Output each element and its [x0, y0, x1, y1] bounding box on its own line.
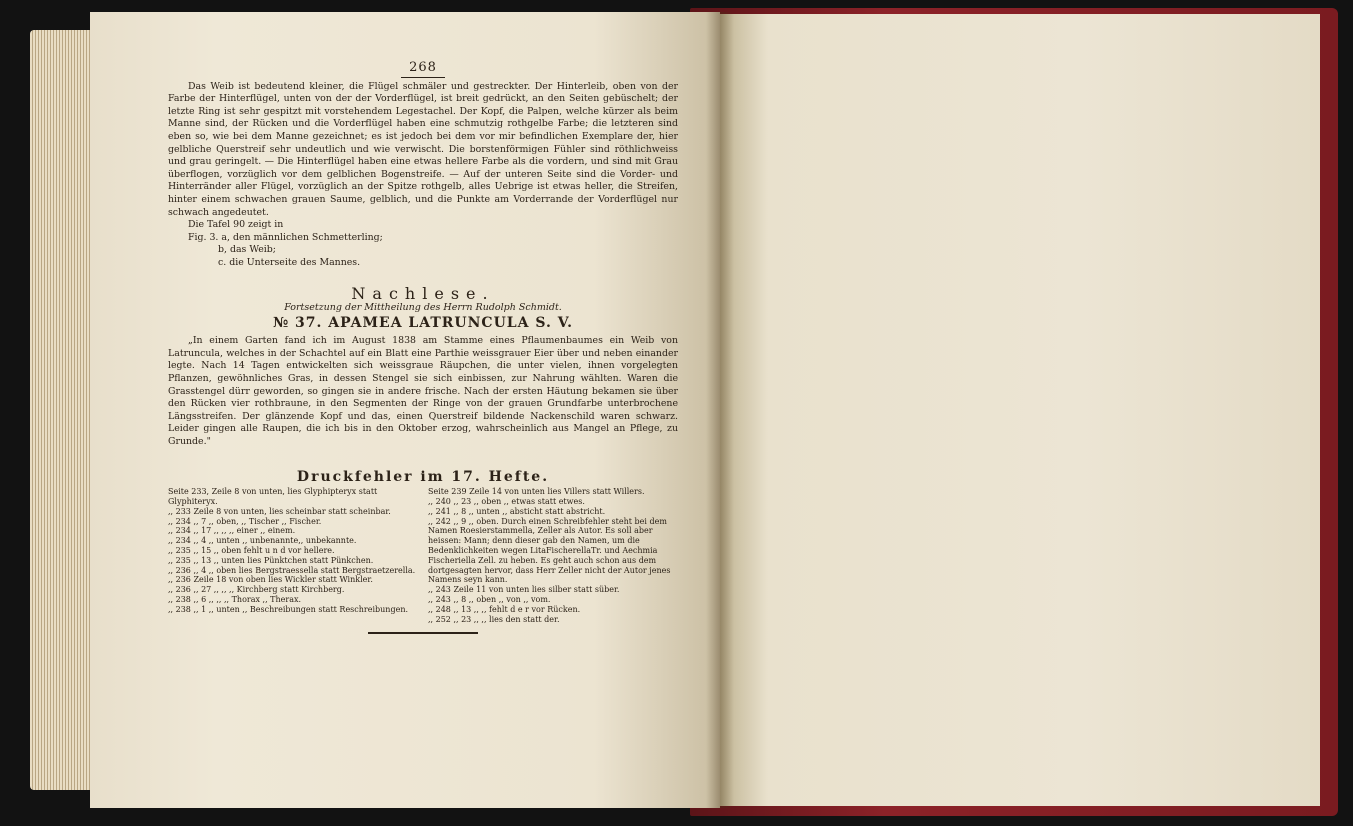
errata-entry: ,, 242 ,, 9 ,, oben. Durch einen Schreibfehler steht bei dem Namen Roesierstammella, Zeller als Autor. Es soll aber heissen: Mann; denn dieser gab den Namen, um die Bedenklichkeiten wegen LitaFischerellaTr. und Aechmia Fischeriella Zell. zu heben. Es geht auch schon aus dem dortgesagten hervor, dass Herr Zeller nicht der Autor jenes Namens seyn kann.: [428, 516, 671, 585]
right-page-blank: [720, 14, 1320, 806]
errata-entry: ,, 236 Zeile 18 von oben lies Wickler statt Winkler.: [168, 575, 373, 585]
errata-table: [168, 487, 678, 624]
errata-entry: ,, 248 ,, 13 ,, ,, fehlt d e r vor Rücken.: [428, 604, 581, 614]
fig-line-a: Fig. 3. a, den männlichen Schmetterling;: [188, 231, 383, 243]
errata-entry: ,, 243 Zeile 11 von unten lies silber statt süber.: [428, 585, 620, 595]
nachlese-subheading: Fortsetzung der Mittheilung des Herrn Rudolph Schmidt.: [284, 302, 562, 314]
errata-left-column: [168, 487, 418, 624]
errata-entry: ,, 235 ,, 13 ,, unten lies Pünktchen statt Pünkchen.: [168, 555, 374, 565]
book-gutter: [706, 12, 734, 808]
errata-entry: ,, 243 ,, 8 ,, oben ,, von ,, vom.: [428, 594, 551, 604]
errata-entry: ,, 233 Zeile 8 von unten, lies scheinbar statt scheinbar.: [168, 506, 391, 516]
errata-entry: ,, 238 ,, 1 ,, unten ,, Beschreibungen statt Reschreibungen.: [168, 604, 409, 614]
closing-rule: [368, 632, 478, 634]
errata-entry: ,, 234 ,, 7 ,, oben, ,, Tischer ,, Fischer.: [168, 516, 322, 526]
intro-paragraph: Das Weib ist bedeutend kleiner, die Flügel schmäler und gestreckter. Der Hinterleib, oben von der Farbe der Hinterflügel, unten von der der Vorderflügel, ist breit gedrückt, an den Seiten gebüschelt; der letzte Ring ist sehr gespitzt mit vorstehendem Legestachel. Der Kopf, die Palpen, welche kürzer als beim Manne sind, der Rücken und die Vorderflügel haben eine schmutzig rothgelbe Farbe; die letzteren sind eben so, wie bei dem Manne gezeichnet; es ist jedoch bei dem vor mir befindlichen Exemplare der, hier gelbliche Querstreif sehr undeutlich und wie verwischt. Die borstenförmigen Fühler sind röthlichweiss und grau geringelt. — Die Hinterflügel haben eine etwas hellere Farbe als die vordern, und sind mit Grau überflogen, vorzüglich vor dem gelblichen Bogenstreife. — Auf der unteren Seite sind die Vorder- und Hinterränder aller Flügel, vorzüglich an der Spitze rothgelb, alles Uebrige ist etwas heller, die Streifen, hinter einem schwachen grauen Saume, gelblich, und die Punkte am Vorderrande der Vorderflügel nur schwach angedeutet.: [168, 80, 678, 218]
errata-entry: ,, 252 ,, 23 ,, ,, lies den statt der.: [428, 614, 560, 624]
page-number: 268: [168, 62, 678, 75]
fig-line-b: b, das Weib;: [218, 244, 276, 256]
errata-entry: ,, 234 ,, 4 ,, unten ,, unbenannte,, unbekannte.: [168, 536, 357, 546]
errata-heading: Druckfehler im 17. Hefte.: [296, 468, 550, 485]
errata-entry: ,, 240 ,, 23 ,, oben ,, etwas statt etwes.: [428, 497, 585, 507]
errata-entry: Seite 239 Zeile 14 von unten lies Villers statt Willers.: [428, 487, 645, 497]
nachlese-heading: Nachlese.: [351, 283, 495, 303]
tafel-line: Die Tafel 90 zeigt in: [188, 219, 284, 231]
nachlese-paragraph: „In einem Garten fand ich im August 1838 am Stamme eines Pflaumenbaumes ein Weib von Latruncula, welches in der Schachtel auf ein Blatt eine Parthie weissgrauer Eier über und neben einander legte. Nach 14 Tagen entwickelten sich weissgraue Räupchen, die unter vielen, ihnen vorgelegten Pflanzen, gewöhnliches Gras, in dessen Stengel sie sich einbissen, zur Nahrung wählten. Waren die Grasstengel dürr geworden, so gingen sie in andere frische. Nach der ersten Häutung bekamen sie über den Rücken vier rothbraune, in den Segmenten der Ringe von der grauen Grundfarbe unterbrochene Längsstreifen. Der glänzende Kopf und das, einen Querstreif bildende Nackenschild waren schwarz. Leider gingen alle Raupen, die ich bis in den Oktober erzog, wahrscheinlich aus Mangel an Pflege, zu Grunde.": [168, 335, 678, 448]
fig-line-c: c. die Unterseite des Mannes.: [218, 256, 361, 268]
errata-entry: ,, 236 ,, 27 ,, ,, ,, Kirchberg statt Kirchberg.: [168, 585, 345, 595]
errata-entry: ,, 236 ,, 4 ,, oben lies Bergstraessella statt Bergstraetzerella.: [168, 565, 416, 575]
errata-entry: ,, 241 ,, 8 ,, unten ,, absticht statt abstricht.: [428, 506, 606, 516]
errata-entry: Seite 233, Zeile 8 von unten, lies Glyphipteryx statt Glyphiteryx.: [168, 487, 378, 507]
errata-right-column: [428, 487, 678, 624]
species-title: № 37. APAMEA LATRUNCULA S. V.: [272, 314, 574, 331]
errata-entry: ,, 238 ,, 6 ,, ,, ,, Thorax ,, Therax.: [168, 594, 302, 604]
errata-entry: ,, 234 ,, 17 ,, ,, ,, einer ,, einem.: [168, 526, 296, 536]
left-page-text: [168, 62, 678, 634]
errata-entry: ,, 235 ,, 15 ,, oben fehlt u n d vor hellere.: [168, 546, 335, 555]
